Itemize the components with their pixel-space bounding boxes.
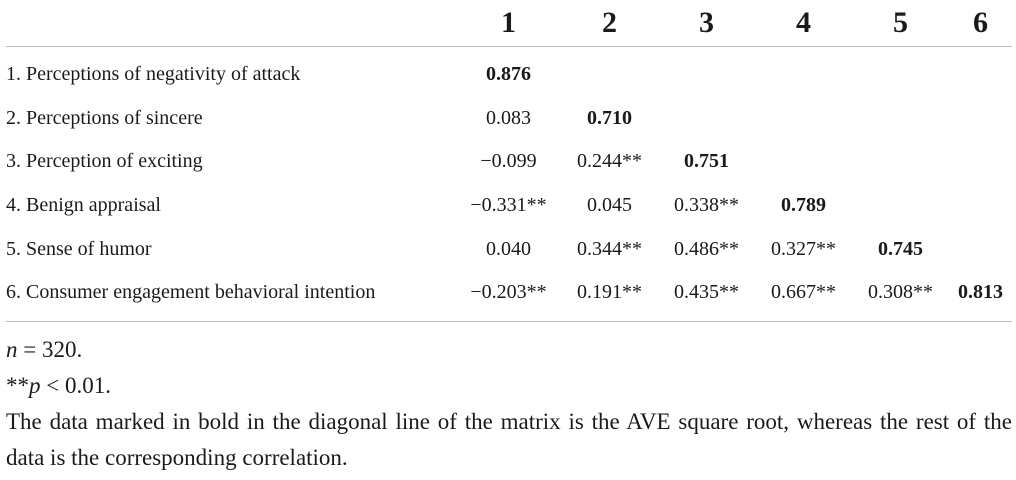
correlation-cell [949,47,1012,97]
header-col-1: 1 [456,0,561,47]
row-label: 5. Sense of humor [6,237,152,260]
correlation-matrix-table [6,0,1012,322]
correlation-cell [658,47,755,97]
correlation-cell [755,140,852,184]
table-row [6,271,1012,321]
header-row [6,0,1012,47]
header-col-4: 4 [755,0,852,47]
correlation-cell [658,97,755,141]
correlation-cell: 0.486** [674,237,739,260]
header-col-3: 3 [658,0,755,47]
correlation-cell [755,47,852,97]
p-stars: ** [6,373,29,398]
diagonal-cell: 0.751 [684,150,729,173]
correlation-cell [852,97,949,141]
diagonal-cell: 0.710 [587,106,632,129]
row-label: 2. Perceptions of sincere [6,106,203,129]
correlation-cell: 0.667** [755,271,852,321]
correlation-cell [949,184,1012,228]
correlation-cell [949,140,1012,184]
table-notes [6,332,1012,476]
correlation-cell: −0.099 [480,150,537,173]
table-row [6,227,1012,271]
correlation-cell: −0.331** [470,194,547,217]
table-body [6,47,1012,322]
correlation-cell: 0.040 [486,237,531,260]
correlation-cell: −0.203** [456,271,561,321]
row-label: 4. Benign appraisal [6,194,161,217]
correlation-cell: 0.244** [577,150,642,173]
row-label: 6. Consumer engagement behavioral intention [6,271,456,321]
table-row [6,140,1012,184]
table-header [6,0,1012,47]
p-symbol: p [29,373,41,398]
diagonal-cell: 0.745 [878,237,923,260]
correlation-cell [755,97,852,141]
diagonal-cell: 0.813 [949,271,1012,321]
sample-size-note [6,332,1012,368]
correlation-cell: 0.344** [577,237,642,260]
correlation-table-container [6,0,1012,322]
significance-note [6,368,1012,404]
header-col-2: 2 [561,0,658,47]
correlation-cell [949,97,1012,141]
table-row [6,184,1012,228]
n-symbol: n [6,337,18,362]
correlation-cell [949,227,1012,271]
header-col-5: 5 [852,0,949,47]
header-label-cell [6,0,456,47]
diagonal-cell: 0.789 [781,194,826,217]
table-row [6,97,1012,141]
correlation-cell [852,184,949,228]
row-label: 1. Perceptions of negativity of attack [6,63,301,86]
table-row [6,47,1012,97]
correlation-cell: 0.083 [486,106,531,129]
correlation-cell: 0.308** [852,271,949,321]
correlation-cell: 0.327** [771,237,836,260]
n-value: = 320. [17,337,83,362]
header-col-6: 6 [949,0,1012,47]
p-value: < 0.01. [40,373,111,398]
correlation-cell [852,140,949,184]
correlation-cell: 0.338** [674,194,739,217]
row-label: 3. Perception of exciting [6,150,203,173]
correlation-cell: 0.435** [658,271,755,321]
description-note: The data marked in bold in the diagonal line of the matrix is the AVE square root, whereas the rest of the data is the corresponding correlation. [6,409,1012,470]
diagonal-cell: 0.876 [486,63,531,86]
correlation-cell [852,47,949,97]
correlation-cell [561,47,658,97]
correlation-cell: 0.191** [561,271,658,321]
correlation-cell: 0.045 [587,194,632,217]
